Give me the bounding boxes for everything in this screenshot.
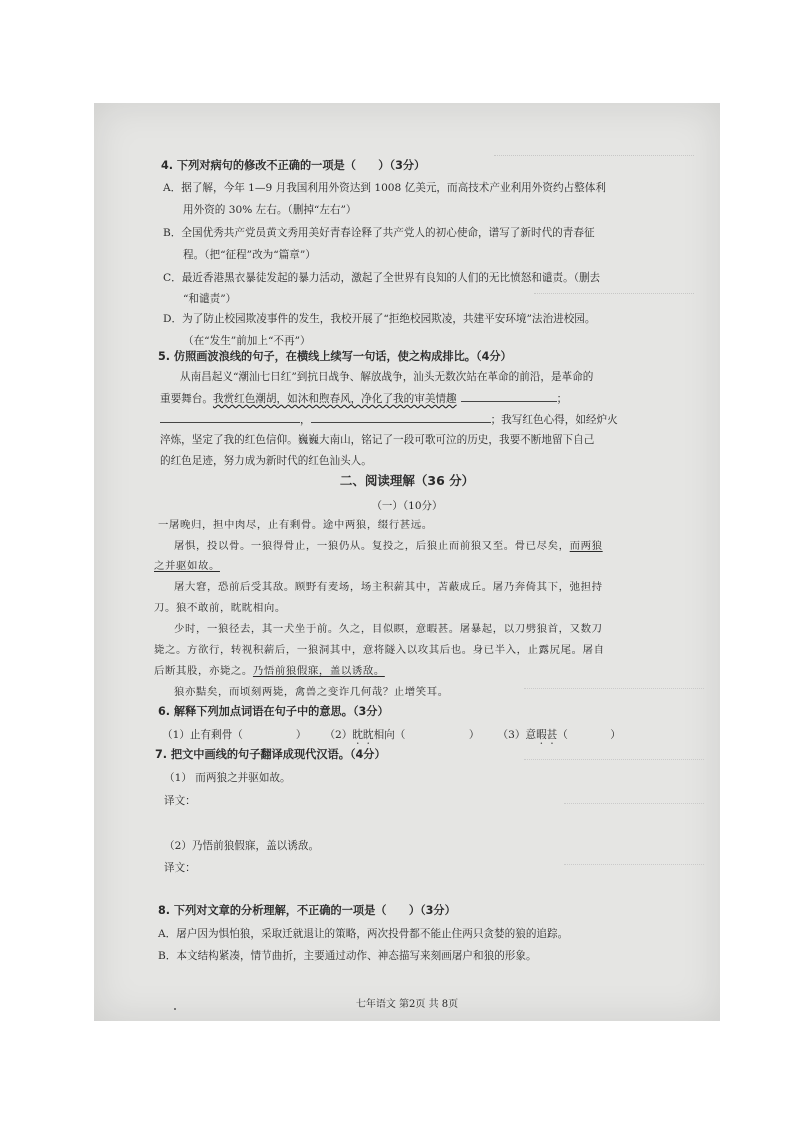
q5-text: ；我写红色心得，如经炉火	[490, 414, 618, 426]
question-7-title: 7. 把文中画线的句子翻译成现代汉语。（4分）	[155, 748, 386, 761]
question-8-title: 8. 下列对文章的分析理解，不正确的一项是（ ）（3分）	[158, 904, 456, 917]
question-7-sentence-2: （2）乃悟前狼假寐，盖以诱敌。	[164, 840, 320, 852]
answer-blank[interactable]	[311, 412, 491, 423]
q6-item-2-prefix: （2）	[324, 729, 353, 741]
passage-paragraph-4-line2: 毙之。方欲行，转视积薪后，一狼洞其中，意将隧入以攻其后也。身已半入，止露尻尾。屠自	[154, 644, 605, 656]
passage-paragraph-4-line1: 少时，一狼径去，其一犬坐于前。久之，目似瞑，意暇甚。屠暴起，以刀劈狼首，又数刀	[174, 623, 603, 635]
q6-item-2: 相向（ ）	[373, 729, 480, 741]
question-4-option-a-line2: 用外资的 30% 左右。（删掉“左右”）	[183, 204, 357, 216]
page-footer: 七年语文 第2页 共 8页	[355, 999, 459, 1010]
question-4-option-b-line2: 程。（把“征程”改为“篇章”）	[183, 249, 316, 261]
q6-dotted-word: 暇甚	[536, 729, 558, 741]
q5-punct: ；	[556, 393, 568, 405]
q6-item-1: 有剩骨（ ）	[200, 729, 307, 741]
question-6-items	[94, 728, 720, 747]
passage-paragraph-4-line3	[94, 664, 720, 678]
question-4-option-c-line2: “和谴责”）	[183, 293, 237, 305]
passage-paragraph-2-line1	[94, 539, 720, 553]
question-5-title: 5. 仿照画波浪线的句子，在横线上续写一句话，使之构成排比。（4分）	[158, 350, 512, 363]
q5-text: 巍巍大南山，铭记了一段可歌可泣的历史，我要不断地留下自己	[297, 434, 595, 446]
question-7-translation-2-label: 译文：	[164, 862, 196, 874]
question-5-passage-line1: 从南昌起义“潮汕七日红”到抗日战争、解放战争，汕头无数次站在革命的前沿，是革命的	[180, 371, 594, 383]
question-7-sentence-1: （1） 而两狼之并驱如故。	[164, 772, 291, 784]
question-7-translation-1-label: 译文：	[164, 795, 196, 807]
passage-paragraph-5: 狼亦黠矣，而顷刻两毙，禽兽之变诈几何哉？止增笑耳。	[174, 686, 449, 698]
bleed-through-mark	[564, 803, 704, 865]
passage-text: 屠惧，投以骨。一狼得骨止，一狼仍从。复投之，后狼止而前狼又至。骨已尽矣，	[174, 540, 570, 552]
q5-wavy-sentence: 我赏红色潮胡，如沐和煦春风，净化了我的审美情趣	[212, 393, 457, 405]
q6-item-3: （ ）	[557, 729, 621, 741]
question-4-option-d-line1: D．为了防止校园欺凌事件的发生，我校开展了“拒绝校园欺凌，共建平安环境”法治进校园。	[163, 313, 596, 325]
section-2-title: 二、阅读理解（36 分）	[339, 473, 475, 488]
answer-blank[interactable]	[461, 391, 557, 402]
question-8-option-a: A．屠户因为惧怕狼，采取迁就退让的策略，两次投骨都不能止住两只贪婪的狼的追踪。	[158, 928, 569, 940]
question-4-option-b-line1: B．全国优秀共产党员黄文秀用美好青春诠释了共产党人的初心使命，谱写了新时代的青春征	[163, 227, 595, 239]
question-4-option-d-line2: （在“发生”前加上“不再”）	[183, 335, 311, 347]
underlined-sentence-1: 而两狼	[569, 540, 603, 552]
passage-paragraph-2-line2	[94, 559, 720, 573]
q5-punct: ，	[300, 414, 311, 426]
question-4-option-a-line1: A．据了解，今年 1—9 月我国利用外资达到 1008 亿美元，而高技术产业利用外资约占整体利	[163, 182, 606, 194]
exam-paper-photo	[94, 103, 720, 1021]
q6-item-1-prefix: （1）止	[162, 729, 201, 741]
question-5-passage-line2	[94, 391, 720, 406]
question-5-passage-line5: 的红色足迹，努力成为新时代的红色汕头人。	[160, 455, 372, 467]
section-2-part-1-label: （一）（10分）	[371, 500, 443, 512]
passage-paragraph-1: 一屠晚归，担中肉尽，止有剩骨。途中两狼，缀行甚远。	[158, 519, 433, 531]
question-5-passage-line4	[94, 433, 720, 447]
question-5-passage-line3	[94, 412, 720, 427]
passage-paragraph-3-line1: 屠大窘，恐前后受其敌。顾野有麦场，场主积薪其中，苫蔽成丘。屠乃奔倚其下，弛担持	[174, 581, 603, 593]
question-6-title: 6. 解释下列加点词语在句子中的意思。（3分）	[158, 705, 389, 718]
underlined-sentence-1-end: 之并驱如故。	[154, 560, 220, 572]
question-4-title: 4. 下列对病句的修改不正确的一项是（ ）（3分）	[161, 159, 426, 172]
q6-item-3-prefix: （3）意	[497, 729, 537, 741]
paper-speck	[174, 1008, 176, 1010]
passage-paragraph-3-line2: 刀。狼不敢前，眈眈相向。	[154, 602, 286, 614]
question-8-option-b: B．本文结构紧凑，情节曲折，主要通过动作、神态描写来刻画屠户和狼的形象。	[158, 950, 537, 962]
underlined-sentence-2: 乃悟前狼假寐，盖以诱敌。	[252, 665, 385, 677]
passage-text: 后断其股，亦毙之。	[154, 665, 253, 677]
q5-text: 重要舞台。	[160, 393, 213, 405]
question-4-option-c-line1: C．最近香港黑衣暴徒发起的暴力活动，激起了全世界有良知的人们的无比愤怒和谴责。（删去	[163, 272, 601, 284]
q5-text: 淬炼，坚定了我的红色信仰。	[160, 434, 298, 446]
q6-dotted-word: 眈眈	[352, 729, 374, 741]
answer-blank[interactable]	[160, 412, 300, 423]
